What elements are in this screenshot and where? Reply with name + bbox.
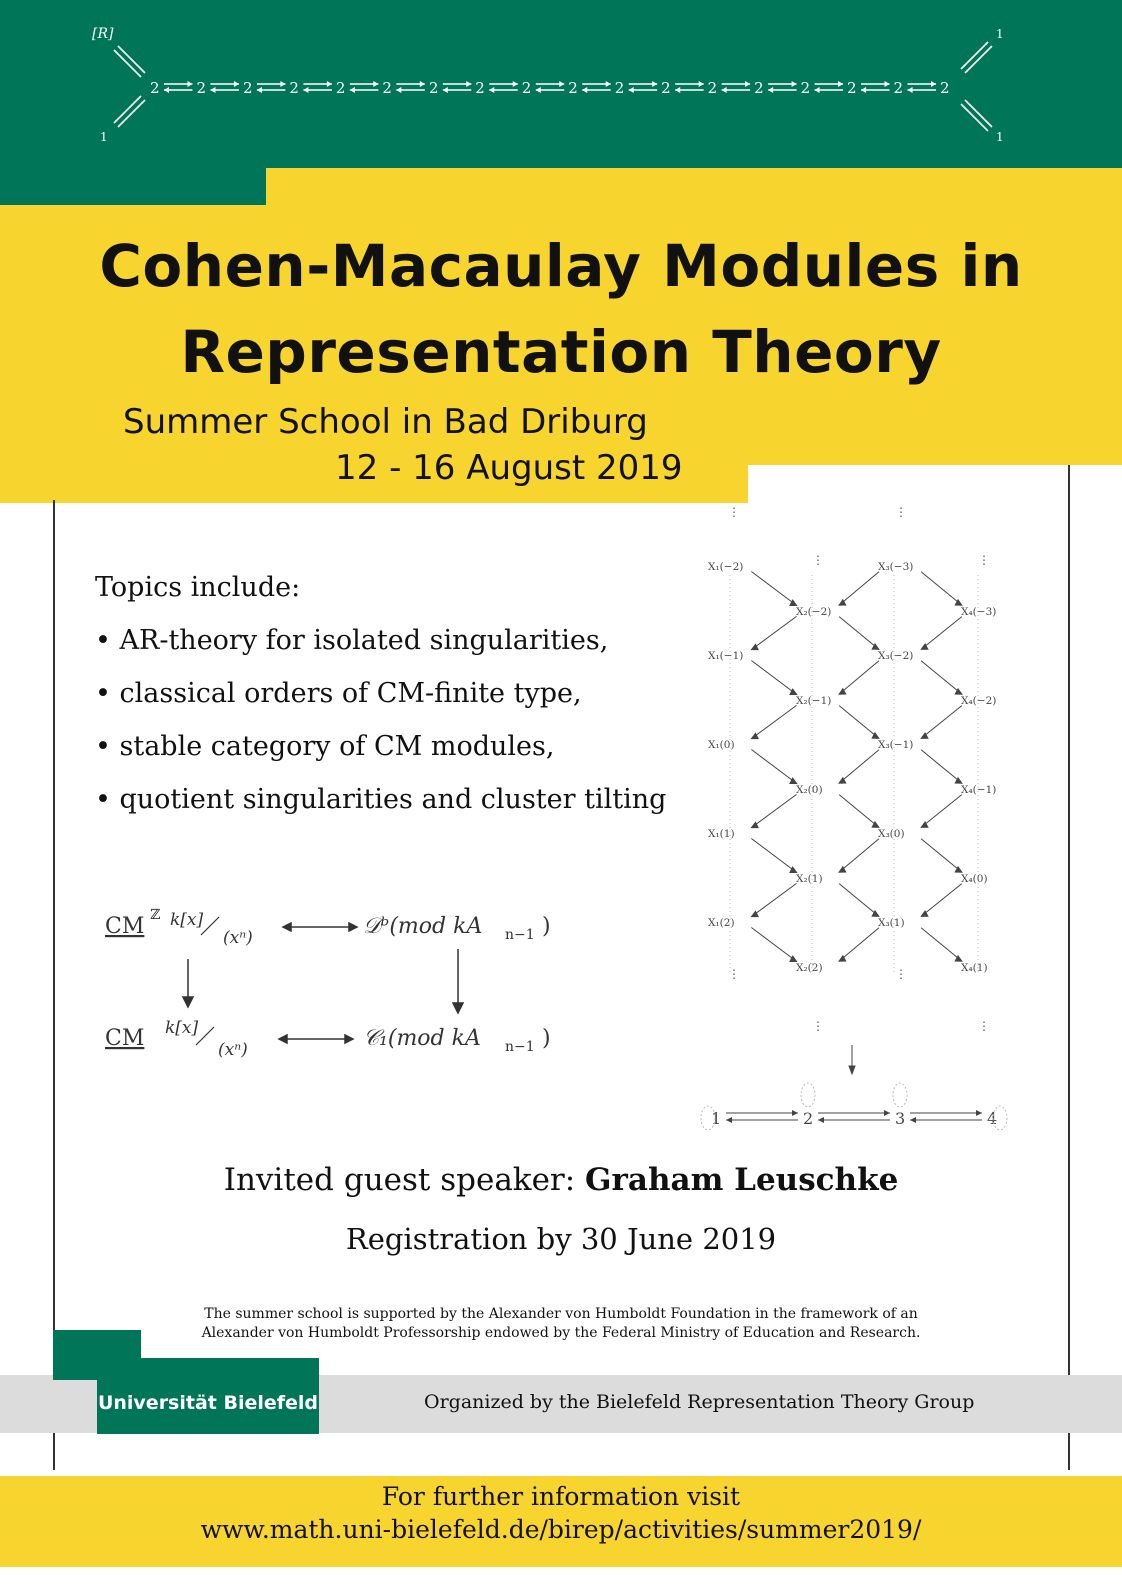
svg-text:): ) [542, 1026, 551, 1051]
guest-speaker-name: Graham Leuschke [585, 1162, 899, 1198]
ar-node-label: X₁(−2) [708, 561, 744, 573]
topic-item: • classical orders of CM-finite type, [95, 678, 582, 709]
cd-top-left-cm: CM [105, 914, 145, 939]
topics-heading: Topics include: [95, 572, 301, 603]
cd-bottom-right-sub: n−1 [505, 1039, 535, 1055]
ar-arrow [751, 616, 796, 649]
ar-arrow [921, 572, 962, 606]
university-name: Universität Bielefeld [97, 1392, 319, 1414]
support-note-line-1: The summer school is supported by the Alexander von Humboldt Foundation in the framework of an [204, 1306, 918, 1322]
ar-vdots: ⋮ [728, 505, 740, 519]
ar-node-label: X₂(−1) [796, 695, 832, 707]
banner-notch [0, 168, 266, 205]
svg-text:): ) [542, 914, 551, 939]
ar-arrow [751, 705, 796, 738]
ar-arrow [751, 571, 796, 605]
banner-node: 2 [800, 79, 811, 97]
cd-bottom-right: 𝒞₁(mod kA [363, 1026, 481, 1051]
subtitle-location: Summer School in Bad Driburg [123, 402, 648, 442]
ar-node-label: X₄(−3) [961, 606, 997, 618]
ar-arrow [751, 794, 796, 827]
cd-bottom-left-cm: CM [105, 1026, 145, 1051]
organizer-text: Organized by the Bielefeld Representation Theory Group [424, 1391, 975, 1413]
banner-node: 2 [707, 79, 718, 97]
ar-arrow [751, 660, 796, 694]
ar-arrow [921, 661, 962, 695]
ar-arrow [839, 884, 879, 917]
subtitle-dates: 12 - 16 August 2019 [335, 448, 683, 488]
footer-url-link[interactable]: www.math.uni-bielefeld.de/birep/activities/summer2019/ [200, 1515, 922, 1544]
guest-speaker-line [0, 1162, 1122, 1198]
ar-vdots: ⋮ [728, 967, 740, 981]
banner-node: 2 [568, 79, 578, 97]
footer-info-text: For further information visit [381, 1482, 741, 1511]
ar-arrow [751, 883, 796, 916]
commutative-diagram [95, 895, 575, 1085]
banner-node: 2 [847, 79, 857, 97]
banner-node: 2 [335, 79, 346, 97]
title-line-1: Cohen-Macaulay Modules in [99, 232, 1023, 300]
ar-vdots: ⋮ [978, 553, 990, 567]
ar-arrow [921, 750, 962, 784]
ar-arrow [751, 927, 796, 961]
ar-arrow [921, 795, 962, 828]
banner-node: 2 [521, 79, 532, 97]
banner-node: 2 [428, 79, 439, 97]
quiver-vertex: 2 [803, 1109, 814, 1128]
cd-top-right: 𝒟ᵇ(mod kA [363, 914, 483, 939]
cd-bottom-left-ring: k[x] [165, 1018, 199, 1038]
banner-node: 2 [893, 79, 904, 97]
banner-label-right-top: 1 [996, 27, 1004, 41]
banner-node: 2 [289, 79, 299, 97]
ar-node-label: X₁(2) [708, 917, 735, 929]
ar-node-label: X₃(1) [878, 917, 905, 929]
support-note-line-2: Alexander von Humboldt Professorship endowed by the Federal Ministry of Education and Research. [201, 1325, 921, 1341]
cd-top-left-sup: ℤ [150, 907, 161, 923]
banner-node: 2 [661, 79, 671, 97]
banner-label-r: [R] [92, 26, 114, 42]
ar-node-label: X₄(−1) [961, 784, 997, 796]
quiver-vertex: 1 [711, 1109, 722, 1128]
banner-label-left-1: 1 [100, 130, 108, 144]
banner-node: 2 [382, 79, 392, 97]
title-line-2: Representation Theory [180, 318, 942, 386]
quiver-vertex: 3 [895, 1109, 906, 1128]
banner-node: 2 [196, 79, 207, 97]
guest-speaker-prefix: Invited guest speaker: [223, 1162, 586, 1198]
ar-node-label: X₁(0) [708, 739, 735, 751]
ar-node-label: X₄(1) [961, 962, 988, 974]
ar-arrow [751, 749, 796, 783]
ar-node-label: X₃(−3) [878, 561, 914, 573]
ar-arrow [839, 750, 879, 783]
ar-arrow [921, 706, 962, 739]
banner-node: 2 [614, 79, 625, 97]
ar-arrow [839, 572, 879, 605]
ar-arrow [839, 795, 879, 828]
ar-arrow [921, 884, 962, 917]
ar-node-label: X₃(−2) [878, 650, 914, 662]
ar-arrow [839, 706, 879, 739]
ar-node-label: X₂(0) [796, 784, 823, 796]
ar-node-label: X₃(−1) [878, 739, 914, 751]
ar-vdots: ⋮ [812, 553, 824, 567]
registration-deadline: Registration by 30 June 2019 [345, 1222, 777, 1256]
banner-node: 2 [475, 79, 485, 97]
banner-node: 2 [940, 79, 950, 97]
ar-arrow [921, 617, 962, 650]
ar-node-label: X₄(0) [961, 873, 988, 885]
ar-node-label: X₄(−2) [961, 695, 997, 707]
ar-vdots: ⋮ [978, 1019, 990, 1033]
ar-arrow [839, 928, 879, 961]
ar-vdots: ⋮ [895, 967, 907, 981]
cd-top-left-ring: k[x] [170, 910, 204, 930]
ar-vdots: ⋮ [895, 505, 907, 519]
ar-arrow [921, 839, 962, 873]
banner-label-right-bottom: 1 [996, 130, 1004, 144]
banner-node: 2 [242, 79, 253, 97]
topic-item: • quotient singularities and cluster tilting [95, 784, 667, 815]
banner-quiver-diagram [0, 0, 1122, 165]
ar-node-label: X₁(1) [708, 828, 735, 840]
cd-top-right-sub: n−1 [505, 927, 535, 943]
banner-node: 2 [150, 79, 160, 97]
ar-arrow [839, 839, 879, 872]
topic-item: • stable category of CM modules, [95, 731, 555, 762]
ar-node-label: X₂(1) [796, 873, 823, 885]
ar-arrow [839, 661, 879, 694]
ar-node-label: X₂(−2) [796, 606, 832, 618]
topic-item: • AR-theory for isolated singularities, [95, 625, 609, 656]
cd-bottom-left-quot: (xⁿ) [218, 1040, 248, 1060]
cd-top-left-quot: (xⁿ) [223, 928, 253, 948]
quiver-vertex: 4 [987, 1109, 998, 1128]
banner-node: 2 [754, 79, 764, 97]
ar-quiver-diagram [690, 500, 1030, 1140]
ar-arrow [839, 617, 879, 650]
ar-vdots: ⋮ [812, 1019, 824, 1033]
ar-node-label: X₁(−1) [708, 650, 744, 662]
ar-arrow [921, 928, 962, 962]
ar-arrow [751, 838, 796, 872]
ar-node-label: X₂(2) [796, 962, 823, 974]
ar-node-label: X₃(0) [878, 828, 905, 840]
